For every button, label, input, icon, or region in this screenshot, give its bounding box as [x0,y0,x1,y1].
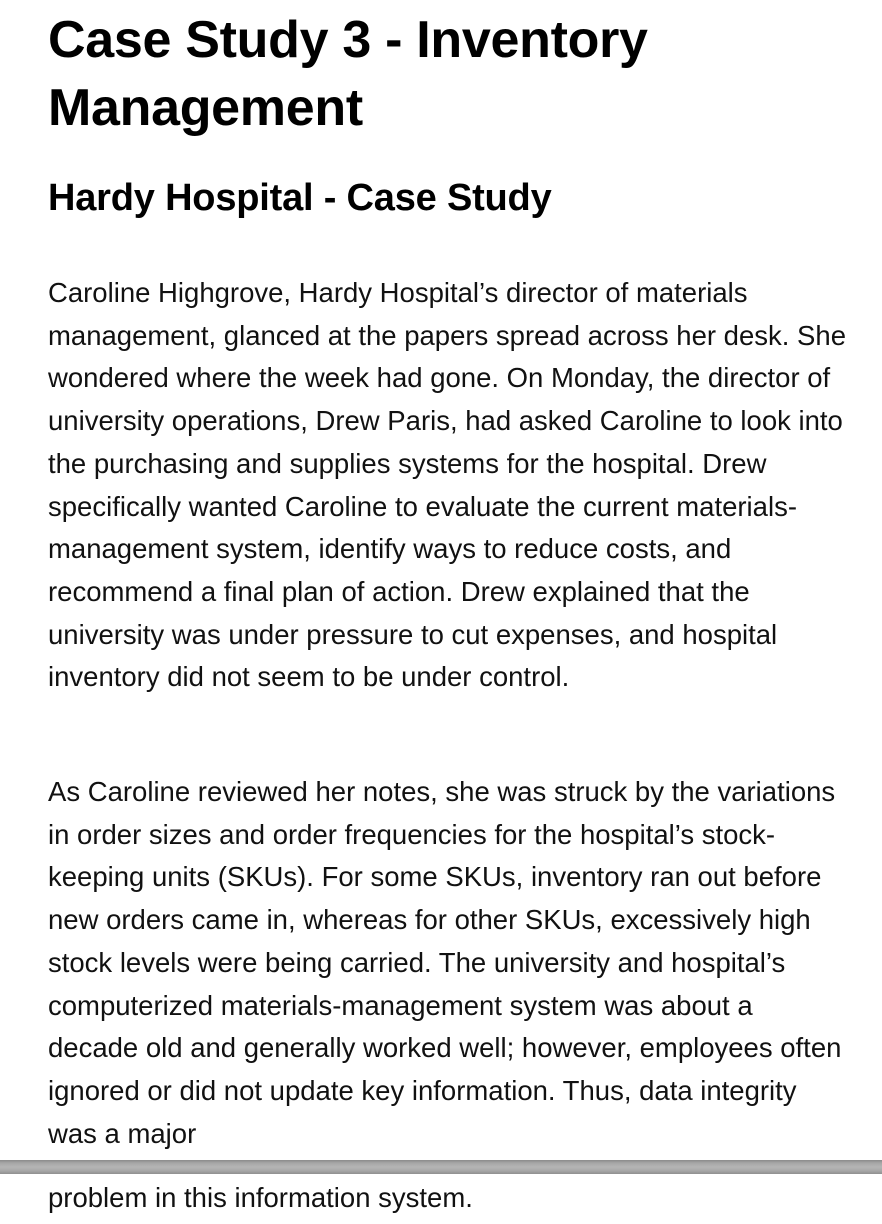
paragraph-intro: Caroline Highgrove, Hardy Hospital’s director of materials management, glanced at the papers spread across her desk. She wondered where the week had gone. On Monday, the director of university operations, Drew Paris, had asked Caroline to look into the purchasing and supplies systems for the hospital. Drew specifically wanted Caroline to evaluate the current materials-management system, identify ways to reduce costs, and recommend a final plan of action. Drew explained that the university was under pressure to cut expenses, and hospital inventory did not seem to be under control. [48,277,846,693]
paragraph-notes: As Caroline reviewed her notes, she was struck by the variations in order sizes and order frequencies for the hospital’s stock-keeping units (SKUs). For some SKUs, inventory ran out before new orders came in, whereas for other SKUs, excessively high stock levels were being carried. The university and hospital’s computerized materials-management system was about a decade old and generally worked well; however, employees often ignored or did not update key information. Thus, data integrity was a major [48,776,842,1149]
document-title: Case Study 3 - Inventory Management [48,11,648,137]
page-break-divider [0,1160,882,1174]
paragraph-notes-continued: problem in this information system. [48,1182,473,1213]
case-study-subtitle: Hardy Hospital - Case Study [48,177,552,219]
